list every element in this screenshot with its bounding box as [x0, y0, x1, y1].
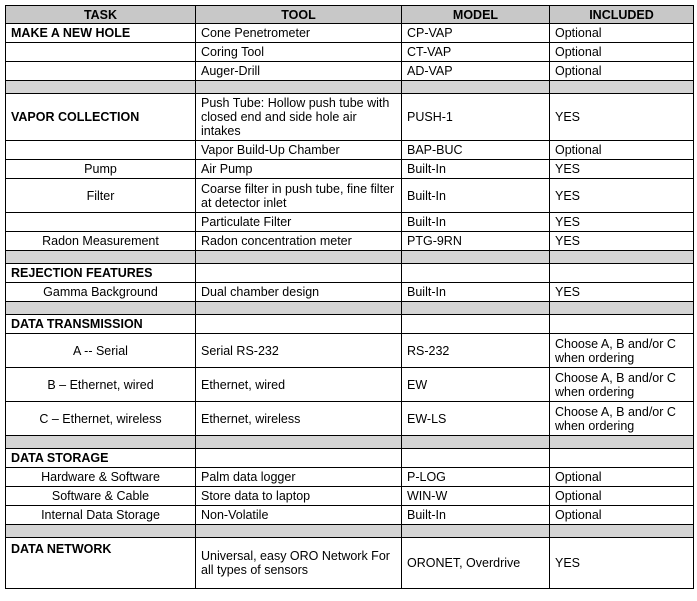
tool-cell: Non-Volatile — [196, 506, 402, 525]
section-data-transmission: DATA TRANSMISSION — [6, 315, 196, 334]
included-cell: Optional — [550, 487, 694, 506]
included-cell: Optional — [550, 62, 694, 81]
tool-cell: Coarse filter in push tube, fine filter at detector inlet — [196, 179, 402, 213]
tool-cell: Auger-Drill — [196, 62, 402, 81]
included-cell: YES — [550, 213, 694, 232]
included-cell — [550, 315, 694, 334]
tool-cell — [196, 264, 402, 283]
included-cell: YES — [550, 160, 694, 179]
model-cell: PUSH-1 — [402, 94, 550, 141]
task-cell: Filter — [6, 179, 196, 213]
included-cell — [550, 449, 694, 468]
tool-cell — [196, 449, 402, 468]
tool-cell: Serial RS-232 — [196, 334, 402, 368]
task-cell: Software & Cable — [6, 487, 196, 506]
task-cell: Internal Data Storage — [6, 506, 196, 525]
task-cell: Pump — [6, 160, 196, 179]
included-cell — [550, 264, 694, 283]
table-row — [6, 94, 694, 141]
model-cell: Built-In — [402, 506, 550, 525]
separator-row — [6, 302, 694, 315]
included-cell: YES — [550, 179, 694, 213]
tool-cell: Particulate Filter — [196, 213, 402, 232]
table-row — [6, 506, 694, 525]
model-cell: Built-In — [402, 283, 550, 302]
section-data-storage: DATA STORAGE — [6, 449, 196, 468]
table-row — [6, 368, 694, 402]
table-row — [6, 160, 694, 179]
tool-cell: Palm data logger — [196, 468, 402, 487]
model-cell: Built-In — [402, 213, 550, 232]
tool-cell: Push Tube: Hollow push tube with closed end and side hole air intakes — [196, 94, 402, 141]
section-make-new-hole: MAKE A NEW HOLE — [6, 24, 196, 43]
included-cell: YES — [550, 94, 694, 141]
tool-cell — [196, 315, 402, 334]
included-cell: YES — [550, 283, 694, 302]
model-cell: EW-LS — [402, 402, 550, 436]
table-row — [6, 264, 694, 283]
tool-cell: Vapor Build-Up Chamber — [196, 141, 402, 160]
model-cell: RS-232 — [402, 334, 550, 368]
table-row — [6, 213, 694, 232]
task-cell: Gamma Background — [6, 283, 196, 302]
task-cell — [6, 62, 196, 81]
separator-row — [6, 251, 694, 264]
table-row — [6, 283, 694, 302]
header-model: MODEL — [402, 6, 550, 24]
table-row — [6, 402, 694, 436]
model-cell: CT-VAP — [402, 43, 550, 62]
tool-cell: Cone Penetrometer — [196, 24, 402, 43]
model-cell: CP-VAP — [402, 24, 550, 43]
separator-row — [6, 436, 694, 449]
header-tool: TOOL — [196, 6, 402, 24]
task-cell: C – Ethernet, wireless — [6, 402, 196, 436]
tool-cell: Radon concentration meter — [196, 232, 402, 251]
table-row — [6, 232, 694, 251]
model-cell — [402, 449, 550, 468]
equipment-table — [5, 5, 694, 589]
table-row — [6, 315, 694, 334]
model-cell: WIN-W — [402, 487, 550, 506]
table-row — [6, 449, 694, 468]
tool-cell: Ethernet, wired — [196, 368, 402, 402]
model-cell: BAP-BUC — [402, 141, 550, 160]
header-included: INCLUDED — [550, 6, 694, 24]
included-cell: Optional — [550, 43, 694, 62]
task-cell — [6, 43, 196, 62]
task-cell: B – Ethernet, wired — [6, 368, 196, 402]
included-cell: Optional — [550, 506, 694, 525]
section-data-network: DATA NETWORK — [6, 538, 196, 589]
table-row — [6, 468, 694, 487]
task-cell — [6, 213, 196, 232]
section-vapor-collection: VAPOR COLLECTION — [6, 94, 196, 141]
tool-cell: Universal, easy ORO Network For all types of sensors — [196, 538, 402, 589]
table-row — [6, 24, 694, 43]
table-row — [6, 43, 694, 62]
included-cell: Optional — [550, 24, 694, 43]
model-cell — [402, 315, 550, 334]
separator-row — [6, 525, 694, 538]
model-cell: AD-VAP — [402, 62, 550, 81]
table-row — [6, 487, 694, 506]
model-cell: PTG-9RN — [402, 232, 550, 251]
tool-cell: Store data to laptop — [196, 487, 402, 506]
table-row — [6, 62, 694, 81]
header-row — [6, 6, 694, 24]
task-cell: A -- Serial — [6, 334, 196, 368]
model-cell: EW — [402, 368, 550, 402]
model-cell: Built-In — [402, 179, 550, 213]
section-rejection-features: REJECTION FEATURES — [6, 264, 196, 283]
table-row — [6, 141, 694, 160]
table-row — [6, 334, 694, 368]
tool-cell: Air Pump — [196, 160, 402, 179]
tool-cell: Dual chamber design — [196, 283, 402, 302]
model-cell: ORONET, Overdrive — [402, 538, 550, 589]
task-cell: Radon Measurement — [6, 232, 196, 251]
task-cell: Hardware & Software — [6, 468, 196, 487]
model-cell: Built-In — [402, 160, 550, 179]
model-cell: P-LOG — [402, 468, 550, 487]
included-cell: Choose A, B and/or C when ordering — [550, 402, 694, 436]
tool-cell: Coring Tool — [196, 43, 402, 62]
equipment-table-container — [5, 5, 694, 589]
included-cell: Optional — [550, 141, 694, 160]
table-row — [6, 538, 694, 589]
included-cell: YES — [550, 232, 694, 251]
task-cell — [6, 141, 196, 160]
tool-cell: Ethernet, wireless — [196, 402, 402, 436]
separator-row — [6, 81, 694, 94]
included-cell: Choose A, B and/or C when ordering — [550, 334, 694, 368]
included-cell: Choose A, B and/or C when ordering — [550, 368, 694, 402]
model-cell — [402, 264, 550, 283]
included-cell: YES — [550, 538, 694, 589]
header-task: TASK — [6, 6, 196, 24]
included-cell: Optional — [550, 468, 694, 487]
table-row — [6, 179, 694, 213]
